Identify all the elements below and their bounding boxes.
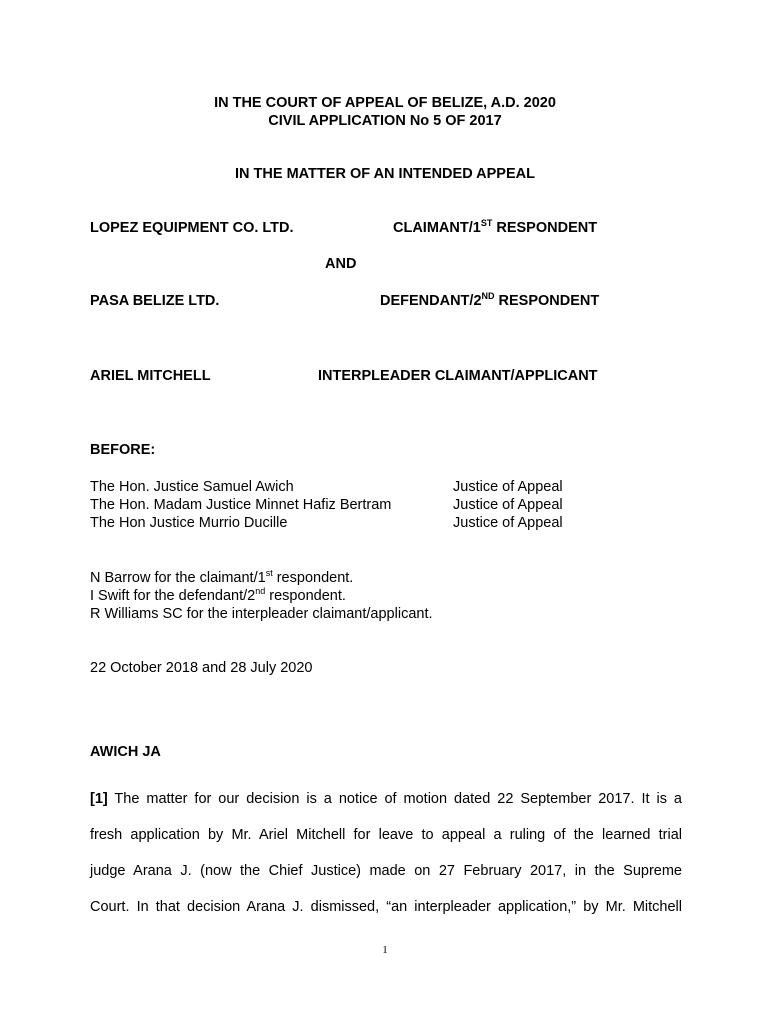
before-heading: BEFORE: bbox=[90, 442, 156, 458]
party2-role: DEFENDANT/2ND RESPONDENT bbox=[380, 291, 600, 309]
judgment-paragraph bbox=[90, 781, 682, 925]
party2-name: PASA BELIZE LTD. bbox=[90, 293, 220, 309]
court-title: IN THE COURT OF APPEAL OF BELIZE, A.D. 2020 bbox=[214, 95, 556, 111]
paragraph-number: [1] bbox=[90, 791, 108, 807]
judgment-author: AWICH JA bbox=[90, 744, 161, 760]
party3-role: INTERPLEADER CLAIMANT/APPLICANT bbox=[318, 368, 598, 384]
party1-name: LOPEZ EQUIPMENT CO. LTD. bbox=[90, 220, 294, 236]
application-number: CIVIL APPLICATION No 5 OF 2017 bbox=[268, 113, 502, 129]
paragraph-line: [1] The matter for our decision is a notice of motion dated 22 September 2017. It is a bbox=[90, 791, 682, 807]
paragraph-line: Court. In that decision Arana J. dismissed, “an interpleader application,” by Mr. Mitchell bbox=[90, 899, 682, 915]
paragraph-line: fresh application by Mr. Ariel Mitchell for leave to appeal a ruling of the learned trial bbox=[90, 827, 682, 843]
judge-title: Justice of Appeal bbox=[453, 479, 563, 495]
judge-name: The Hon Justice Murrio Ducille bbox=[90, 515, 288, 531]
judge-name: The Hon. Madam Justice Minnet Hafiz Bertram bbox=[90, 497, 392, 513]
counsel-line-3: R Williams SC for the interpleader claimant/applicant. bbox=[90, 606, 433, 622]
judge-title: Justice of Appeal bbox=[453, 497, 563, 513]
page-number: 1 bbox=[382, 944, 388, 956]
judge-title: Justice of Appeal bbox=[453, 515, 563, 531]
counsel-line-1: N Barrow for the claimant/1st respondent. bbox=[90, 568, 354, 586]
party3-name: ARIEL MITCHELL bbox=[90, 368, 211, 384]
paragraph-line: judge Arana J. (now the Chief Justice) made on 27 February 2017, in the Supreme bbox=[90, 863, 682, 879]
counsel-line-2: I Swift for the defendant/2nd respondent. bbox=[90, 586, 346, 604]
hearing-dates: 22 October 2018 and 28 July 2020 bbox=[90, 660, 313, 676]
matter-heading: IN THE MATTER OF AN INTENDED APPEAL bbox=[235, 166, 535, 182]
and-separator: AND bbox=[325, 256, 357, 272]
party1-role: CLAIMANT/1ST RESPONDENT bbox=[393, 218, 598, 236]
judge-name: The Hon. Justice Samuel Awich bbox=[90, 479, 294, 495]
